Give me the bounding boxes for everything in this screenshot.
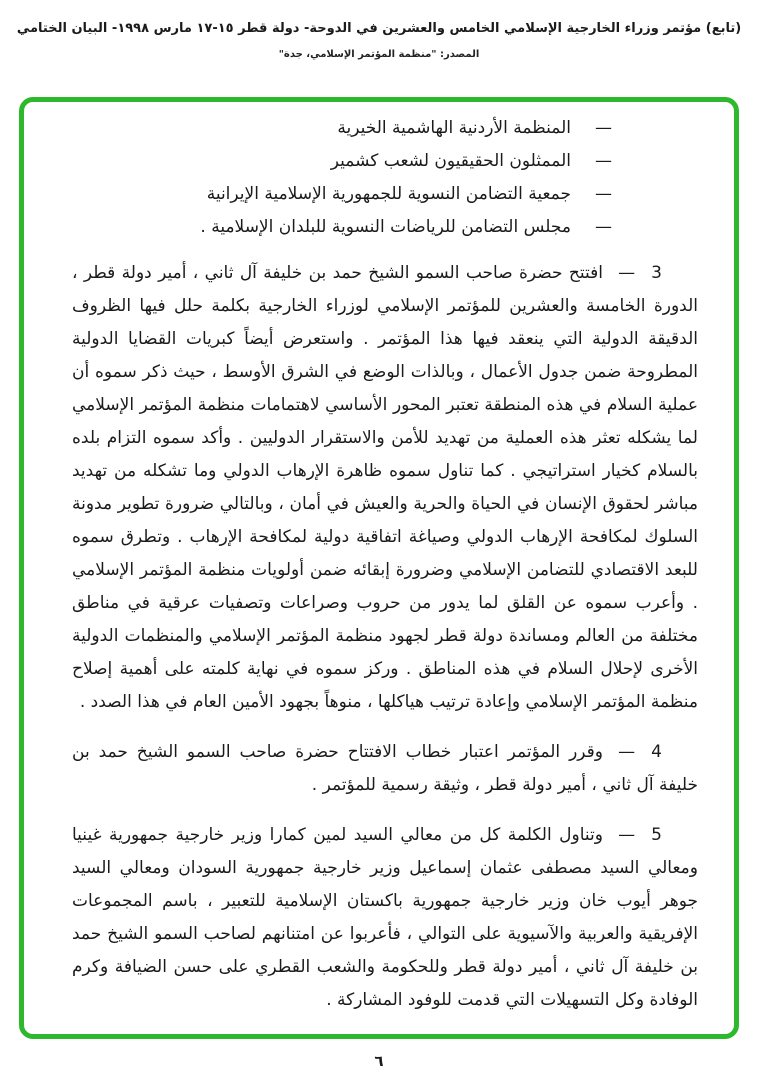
paragraph-item-4 — [72, 736, 698, 802]
paragraph-number: 4 — [651, 742, 662, 762]
page-header — [0, 0, 758, 60]
dash-marker: — — [595, 184, 612, 204]
paragraph-marker — [618, 257, 662, 290]
dash-marker: — — [595, 118, 612, 138]
paragraph-text: وتناول الكلمة كل من معالي السيد لمين كمارا وزير خارجية جمهورية غينيا ومعالي السيد مصطفى عثمان إسماعيل وزير خارجية جمهورية السودان ومعالي السيد جوهر أيوب خان وزير خارجية جمهورية باكستان الإسلامية للتعبير ، باسم المجموعات الإفريقية والعربية والآسيوية على التوالي ، فأعربوا عن امتنانهم لصاحب السمو الشيخ حمد بن خليفة آل ثاني ، أمير دولة قطر وللحكومة والشعب القطري على حسن الضيافة وكرم الوفادة وكل التسهيلات التي قدمت للوفود المشاركة . — [72, 825, 698, 1010]
dash-marker: — — [595, 151, 612, 171]
paragraph-item-5 — [72, 819, 698, 1017]
content-frame — [19, 97, 739, 1039]
list-item-text: المنظمة الأردنية الهاشمية الخيرية — [337, 118, 571, 138]
list-item — [72, 211, 612, 244]
paragraph-item-3 — [72, 257, 698, 719]
paragraph-text: وقرر المؤتمر اعتبار خطاب الافتتاح حضرة صاحب السمو الشيخ حمد بن خليفة آل ثاني ، أمير دولة قطر ، وثيقة رسمية للمؤتمر . — [72, 742, 698, 795]
list-item — [72, 145, 612, 178]
paragraph-marker — [618, 819, 662, 852]
list-item — [72, 112, 612, 145]
list-item-text: مجلس التضامن للرياضات النسوية للبلدان الإسلامية . — [200, 217, 571, 237]
list-item-text: الممثلون الحقيقيون لشعب كشمير — [330, 151, 571, 171]
dash-marker: — — [618, 263, 636, 283]
paragraph-number: 5 — [651, 825, 662, 845]
dash-marker: — — [595, 217, 612, 237]
list-item — [72, 178, 612, 211]
paragraph-marker — [618, 736, 662, 769]
document-body — [24, 102, 734, 1017]
dash-marker: — — [618, 825, 636, 845]
list-item-text: جمعية التضامن النسوية للجمهورية الإسلامية الإيرانية — [206, 184, 571, 204]
paragraph-text: افتتح حضرة صاحب السمو الشيخ حمد بن خليفة آل ثاني ، أمير دولة قطر ، الدورة الخامسة والعشرين للمؤتمر الإسلامي لوزراء الخارجية بكلمة حلل فيها الظروف الدقيقة الدولية التي ينعقد فيها هذا المؤتمر . واستعرض أيضاً كبريات القضايا الدولية المطروحة ضمن جدول الأعمال ، وبالذات الوضع في الشرق الأوسط ، حيث ذكر سموه أن عملية السلام في هذه المنطقة تعتبر المحور الأساسي لاهتمامات منظمة المؤتمر الإسلامي لما يشكله تعثر هذه العملية من تهديد للأمن والاستقرار الدوليين . وأكد سموه التزام بلده بالسلام كخيار استراتيجي . كما تناول سموه ظاهرة الإرهاب الدولي وما تشكله من تهديد مباشر لحقوق الإنسان في الحياة والحرية والعيش في أمان ، وبالتالي ضرورة تطوير مدونة السلوك لمكافحة الإرهاب الدولي وصياغة اتفاقية دولية لمكافحة الإرهاب . وتطرق سموه للبعد الاقتصادي للتضامن الإسلامي وضرورة إبقائه ضمن أولويات منظمة المؤتمر الإسلامي . وأعرب سموه عن القلق لما يدور من حروب وصراعات وتصفيات عرقية في مناطق مختلفة من العالم ومساندة دولة قطر لجهود منظمة المؤتمر الإسلامي والمنظمات الدولية الأخرى لإحلال السلام في هذه المناطق . وركز سموه في نهاية كلمته على أهمية إصلاح منظمة المؤتمر الإسلامي وإعادة ترتيب هياكلها ، منوهاً بجهود الأمين العام في هذا الصدد . — [72, 263, 698, 712]
paragraph-number: 3 — [651, 263, 662, 283]
dash-marker: — — [618, 742, 636, 762]
page-number: ٦ — [374, 1052, 384, 1070]
document-source: المصدر: "منظمة المؤتمر الإسلامي، جدة" — [278, 49, 480, 60]
document-title: (تابع) مؤتمر وزراء الخارجية الإسلامي الخامس والعشرين في الدوحة- دولة قطر ١٥-١٧ مارس ١٩٩٨- البيان الختامي — [16, 21, 742, 36]
bullet-list — [72, 112, 698, 244]
